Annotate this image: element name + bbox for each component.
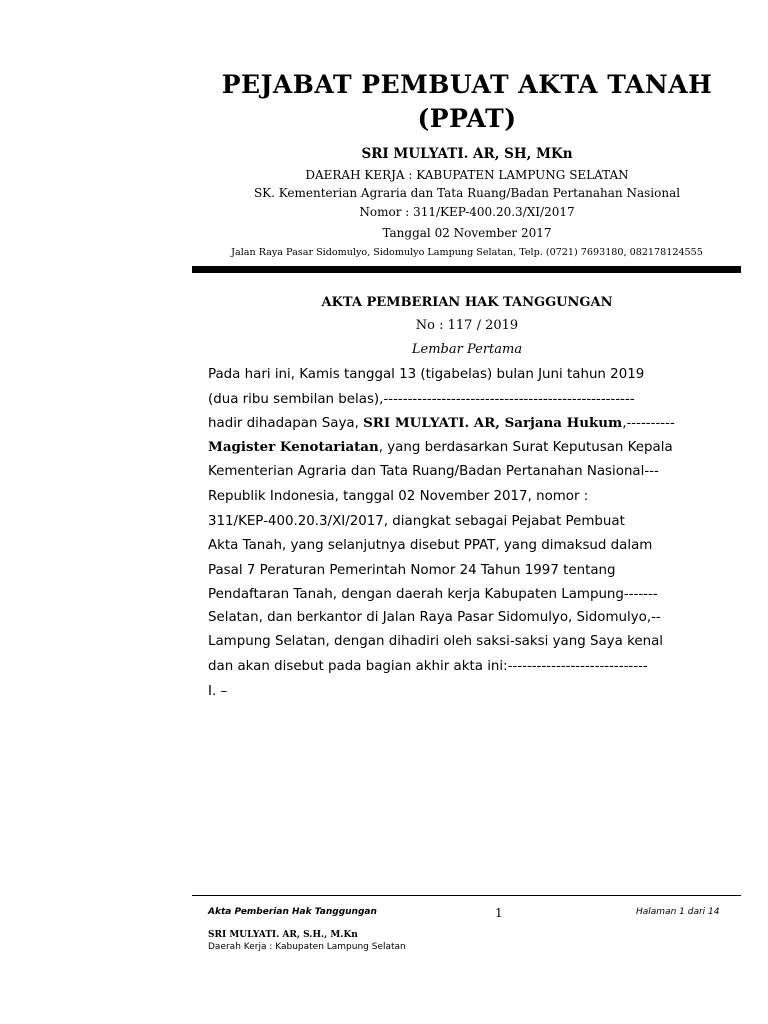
- body-line: 311/KEP-400.20.3/XI/2017, diangkat sebagai Pejabat Pembuat: [208, 514, 625, 529]
- footer-work-area: Daerah Kerja : Kabupaten Lampung Selatan: [208, 942, 406, 952]
- decree-authority: SK. Kementerian Agraria dan Tata Ruang/Badan Pertanahan Nasional: [253, 186, 681, 200]
- header-divider: [192, 266, 741, 273]
- letterhead-title: [192, 68, 742, 136]
- decree-number: Nomor : 311/KEP-400.20.3/XI/2017: [359, 205, 575, 219]
- body-line: Kementerian Agraria dan Tata Ruang/Badan Pertanahan Nasional---: [208, 464, 659, 479]
- official-full-name: SRI MULYATI. AR, Sarjana Hukum: [363, 415, 623, 431]
- body-line: dan akan disebut pada bagian akhir akta ini:-----------------------------: [208, 659, 648, 674]
- deed-sheet: Lembar Pertama: [411, 342, 523, 357]
- list-item-marker: I. –: [208, 684, 228, 699]
- body-text: ,----------: [622, 416, 675, 431]
- body-text: hadir dihadapan Saya,: [208, 416, 364, 431]
- body-line: Selatan, dan berkantor di Jalan Raya Pasar Sidomulyo, Sidomulyo,--: [208, 610, 661, 625]
- body-line: [208, 438, 742, 457]
- official-name: SRI MULYATI. AR, SH, MKn: [361, 146, 573, 162]
- office-address: Jalan Raya Pasar Sidomulyo, Sidomulyo Lampung Selatan, Telp. (0721) 7693180, 082178124555: [231, 247, 703, 258]
- body-line: Akta Tanah, yang selanjutnya disebut PPAT, yang dimaksud dalam: [208, 538, 653, 553]
- official-degree: Magister Kenotariatan: [208, 439, 379, 455]
- body-line: Pendaftaran Tanah, dengan daerah kerja Kabupaten Lampung-------: [208, 587, 658, 602]
- footer-official-name: SRI MULYATI. AR, S.H., M.Kn: [208, 930, 358, 940]
- work-area: DAERAH KERJA : KABUPATEN LAMPUNG SELATAN: [305, 168, 629, 182]
- deed-number: No : 117 / 2019: [415, 318, 519, 333]
- letterhead-title-line1: PEJABAT PEMBUAT AKTA TANAH: [221, 70, 713, 99]
- body-text: , yang berdasarkan Surat Keputusan Kepala: [378, 440, 673, 455]
- body-line: Republik Indonesia, tanggal 02 November 2017, nomor :: [208, 489, 589, 504]
- decree-date: Tanggal 02 November 2017: [382, 226, 552, 240]
- footer-page-of: Halaman 1 dari 14: [636, 907, 720, 917]
- body-line: [208, 414, 742, 433]
- footer-divider: [192, 895, 741, 896]
- body-line: (dua ribu sembilan belas),----------------------------------------------------: [208, 392, 635, 407]
- footer-page-number: 1: [495, 906, 503, 920]
- letterhead-title-line2: (PPAT): [417, 104, 517, 133]
- body-line: Lampung Selatan, dengan dihadiri oleh saksi-saksi yang Saya kenal: [208, 634, 663, 649]
- footer-deed-title: Akta Pemberian Hak Tanggungan: [208, 907, 377, 917]
- body-line: Pasal 7 Peraturan Pemerintah Nomor 24 Tahun 1997 tentang: [208, 563, 616, 578]
- deed-title: AKTA PEMBERIAN HAK TANGGUNGAN: [321, 295, 613, 310]
- body-line: Pada hari ini, Kamis tanggal 13 (tigabelas) bulan Juni tahun 2019: [208, 367, 645, 382]
